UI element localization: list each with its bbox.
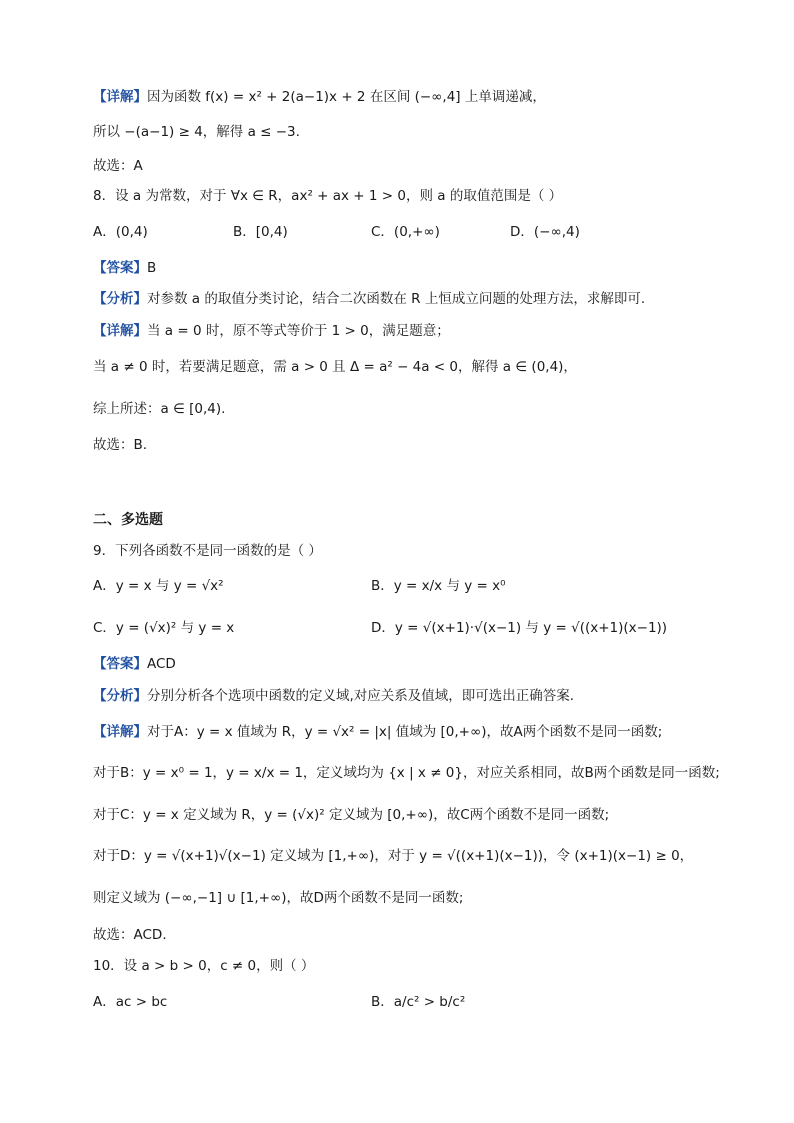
detail-text: 对于A：y = x 值域为 R，y = √x² = |x| 值域为 [0,+∞)，故A两个函数不是同一函数;: [147, 724, 663, 740]
analysis-tag: 【分析】: [93, 291, 147, 307]
q8-selection: 故选：B.: [93, 437, 148, 453]
q9-option-d: D．y = √(x+1)·√(x−1) 与 y = √((x+1)(x−1)): [371, 620, 668, 636]
answer-text: B: [147, 260, 157, 276]
q9-option-b: B．y = x/x 与 y = x⁰: [371, 578, 506, 594]
question-8: 8．设 a 为常数，对于 ∀x ∈ R，ax² + ax + 1 > 0，则 a 的取值范围是（ ）: [93, 188, 563, 204]
answer-tag: 【答案】: [93, 656, 147, 672]
q8-detail-1: [93, 321, 450, 341]
detail-text: 因为函数 f(x) = x² + 2(a−1)x + 2 在区间 (−∞,4] 上单调递减，: [147, 89, 546, 105]
q9-detail-4: 对于D：y = √(x+1)√(x−1) 定义域为 [1,+∞)，对于 y = √((x+1)(x−1))，令 (x+1)(x−1) ≥ 0，: [93, 848, 694, 864]
detail-line: [93, 87, 546, 107]
q9-selection: 故选：ACD.: [93, 927, 167, 943]
detail-text: 当 a = 0 时，原不等式等价于 1 > 0，满足题意；: [147, 323, 450, 339]
q8-option-c: C．(0,+∞): [371, 224, 440, 240]
q9-analysis: [93, 686, 574, 706]
answer-text: ACD: [147, 656, 176, 672]
q8-answer: [93, 258, 156, 278]
analysis-tag: 【分析】: [93, 688, 147, 704]
q9-detail-2: 对于B：y = x⁰ = 1，y = x/x = 1，定义域均为 {x | x ≠ 0}，对应关系相同，故B两个函数是同一函数;: [93, 765, 720, 781]
question-10: 10．设 a > b > 0，c ≠ 0，则（ ）: [93, 958, 315, 974]
q10-option-a: A．ac > bc: [93, 994, 168, 1010]
q8-analysis: [93, 289, 645, 309]
selection-line: 故选：A: [93, 158, 143, 174]
q9-option-a: A．y = x 与 y = √x²: [93, 578, 224, 594]
answer-tag: 【答案】: [93, 260, 147, 276]
q10-option-b: B．a/c² > b/c²: [371, 994, 466, 1010]
detail-tag: 【详解】: [93, 724, 147, 740]
q9-answer: [93, 654, 176, 674]
q9-option-c: C．y = (√x)² 与 y = x: [93, 620, 235, 636]
q9-detail-5: 则定义域为 (−∞,−1] ∪ [1,+∞)，故D两个函数不是同一函数;: [93, 890, 464, 906]
analysis-text: 对参数 a 的取值分类讨论，结合二次函数在 R 上恒成立问题的处理方法，求解即可.: [147, 291, 646, 307]
q8-option-b: B．[0,4): [233, 224, 288, 240]
question-9: 9．下列各函数不是同一函数的是（ ）: [93, 543, 322, 559]
q8-option-d: D．(−∞,4): [510, 224, 580, 240]
section-heading: 二、多选题: [93, 512, 163, 528]
detail-tag: 【详解】: [93, 89, 147, 105]
q8-detail-3: 综上所述：a ∈ [0,4).: [93, 401, 226, 417]
q8-detail-2: 当 a ≠ 0 时，若要满足题意，需 a > 0 且 Δ = a² − 4a < 0，解得 a ∈ (0,4)，: [93, 359, 577, 375]
q8-option-a: A．(0,4): [93, 224, 148, 240]
detail-tag: 【详解】: [93, 323, 147, 339]
q9-detail-3: 对于C：y = x 定义域为 R，y = (√x)² 定义域为 [0,+∞)，故C两个函数不是同一函数;: [93, 807, 610, 823]
solution-line: 所以 −(a−1) ≥ 4，解得 a ≤ −3.: [93, 124, 300, 140]
q9-detail-1: [93, 722, 662, 742]
analysis-text: 分别分析各个选项中函数的定义域,对应关系及值域，即可选出正确答案.: [147, 688, 575, 704]
